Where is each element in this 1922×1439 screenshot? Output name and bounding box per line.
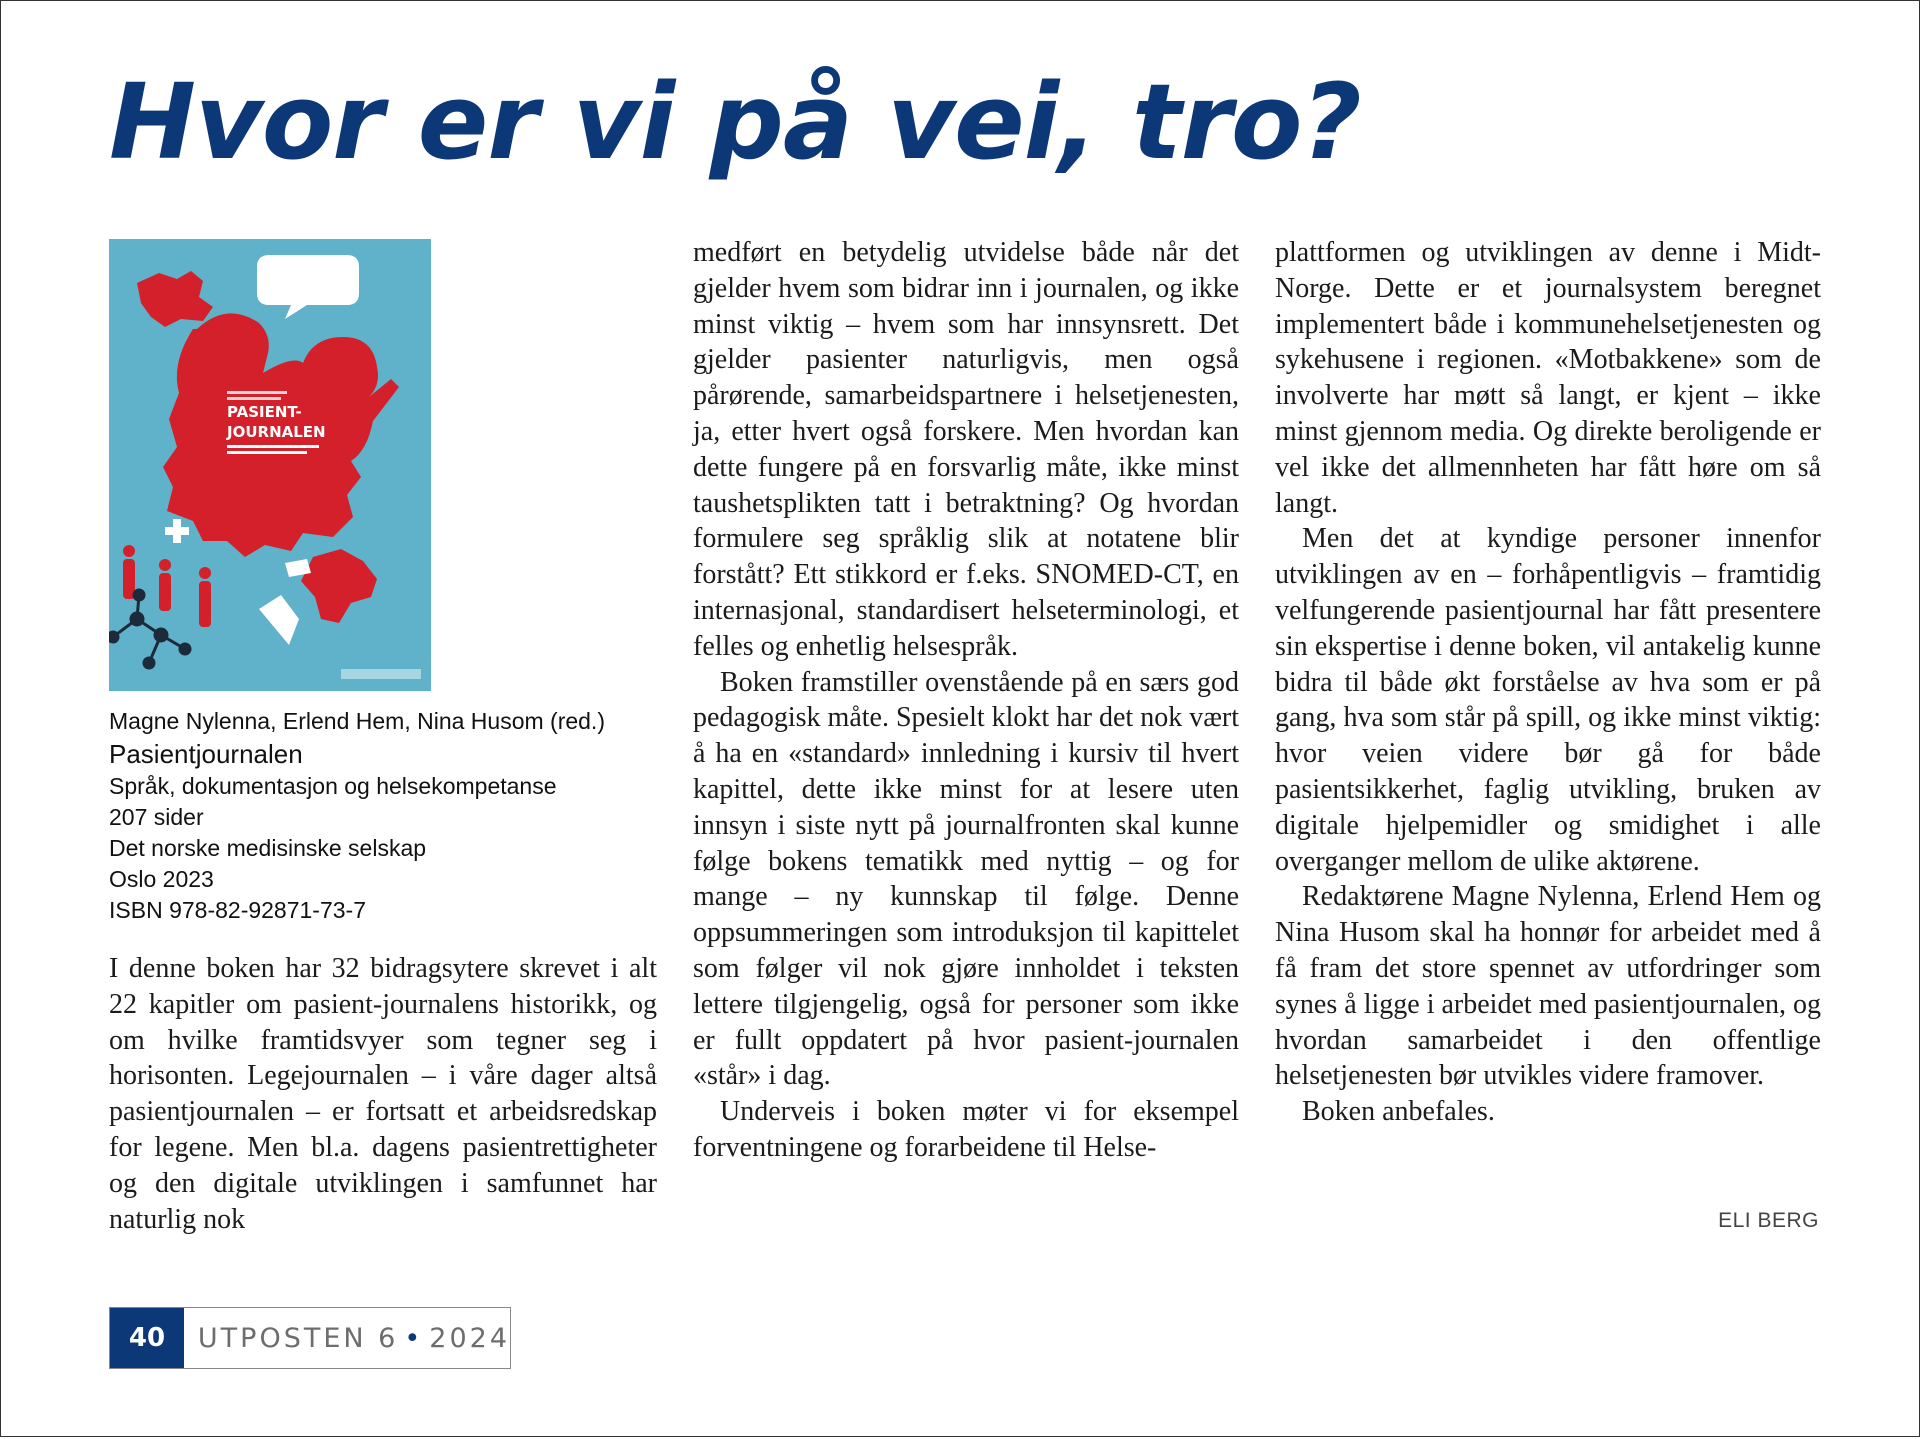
article-author: ELI BERG	[1718, 1209, 1819, 1232]
paragraph: Redaktørene Magne Nylenna, Erlend Hem og Nina Husom skal ha honnør for arbeidet med å få fram det store spennet av utfordringer som synes å ligge i arbeidet med pasientjournalen, og hvordan samarbeidet i den offentlige helsetjenesten bør utvikles videre framover.	[1275, 881, 1821, 1092]
book-subtitle: Språk, dokumentasjon og helsekompetanse	[109, 773, 557, 799]
book-title: Pasientjournalen	[109, 739, 303, 769]
cover-author-text	[227, 397, 281, 400]
cover-title-line2: JOURNALEN	[227, 423, 326, 441]
cover-title-line1: PASIENT-	[227, 403, 302, 421]
magazine-issue	[184, 1308, 510, 1368]
cover-author-text	[227, 391, 287, 394]
magazine-name: UTPOSTEN 6	[197, 1322, 399, 1354]
paragraph: Boken framstiller ovenstående på en særs god pedagogisk måte. Spesielt klokt har det nok vært å ha en «standard» innledning i kursiv til hvert kapittel, dette ikke minst for at lesere uten innsyn i siste nytt på journalfronten skal kunne følge bokens tematikk med nyttig – og for mange – ny kunnskap til følge. Denne oppsummeringen som introduksjon til kapittelet som følger vil nok gjøre innholdet i teksten lettere tilgjengelig, også for personer som ikke er fullt oppdatert på hvor pasient-journalen «står» i dag.	[693, 666, 1239, 1092]
bullet-separator: •	[404, 1322, 424, 1354]
page-number: 40	[110, 1308, 184, 1368]
article-column-3	[1275, 235, 1821, 1130]
article-headline: Hvor er vi på vei, tro?	[109, 61, 1361, 183]
paragraph: I denne boken har 32 bidragsytere skrevet i alt 22 kapitler om pasient-journalens historikk, og om hvilke framtidsvyer som tegner seg i horisonten. Legejournalen – i våre dager altså pasientjournalen – er fortsatt et arbeidsredskap for legene. Men bl.a. dagens pasientrettigheter og den digitale utviklingen i samfunnet har naturlig nok	[109, 953, 657, 1235]
book-place-year: Oslo 2023	[109, 866, 214, 892]
paragraph: Underveis i boken møter vi for eksempel forventningene og forarbeidene til Helse-	[693, 1096, 1239, 1163]
book-isbn: ISBN 978-82-92871-73-7	[109, 897, 366, 923]
issue-year: 2024	[429, 1322, 510, 1354]
article-column-2	[693, 235, 1239, 1166]
article-column-1	[109, 951, 657, 1237]
book-info	[109, 706, 669, 926]
cover-small-text	[227, 451, 307, 454]
book-cover-image	[109, 239, 431, 691]
paragraph: Men det at kyndige personer innenfor utviklingen av en – forhåpentligvis – framtidig velfungerende pasientjournal har fått presentere sin ekspertise i denne boken, vil antakelig kunne bidra til både økt forståelse av hva som er på gang, hva som står på spill, og ikke minst viktig: hvor veien videre bør gå for både pasientsikkerhet, faglig utvikling, bruken av digitale hjelpemidler og smidighet i alle overganger mellom de ulike aktørene.	[1275, 523, 1821, 877]
paragraph: Boken anbefales.	[1302, 1096, 1495, 1128]
book-editors: Magne Nylenna, Erlend Hem, Nina Husom (red.)	[109, 708, 605, 734]
paragraph: plattformen og utviklingen av denne i Midt-Norge. Dette er et journalsystem beregnet implementert både i kommunehelsetjenesten og sykehusene i regionen. «Motbakkene» som de involverte har møtt så langt, er kjent – ikke minst gjennom media. Og direkte beroligende er vel ikke det allmennheten har fått høre om så langt.	[1275, 237, 1821, 519]
publisher-logo	[341, 669, 421, 679]
book-publisher: Det norske medisinske selskap	[109, 835, 427, 861]
cover-small-text	[227, 445, 319, 448]
book-pages: 207 sider	[109, 804, 204, 830]
page-footer	[109, 1307, 511, 1369]
paragraph: medført en betydelig utvidelse både når det gjelder hvem som bidrar inn i journalen, og ikke minst viktig – hvem som har innsynsrett. Det gjelder pasienter naturligvis, men også pårørende, samarbeidspartnere i helsetjenesten, ja, etter hvert også forskere. Men hvordan kan dette fungere på en forsvarlig måte, ikke minst taushetsplikten tatt i betraktning? Og hvordan formulere seg språklig slik at notatene blir forstått? Ett stikkord er f.eks. SNOMED-CT, en internasjonal, standardisert helseterminologi, et felles og enhetlig helsespråk.	[693, 237, 1239, 662]
